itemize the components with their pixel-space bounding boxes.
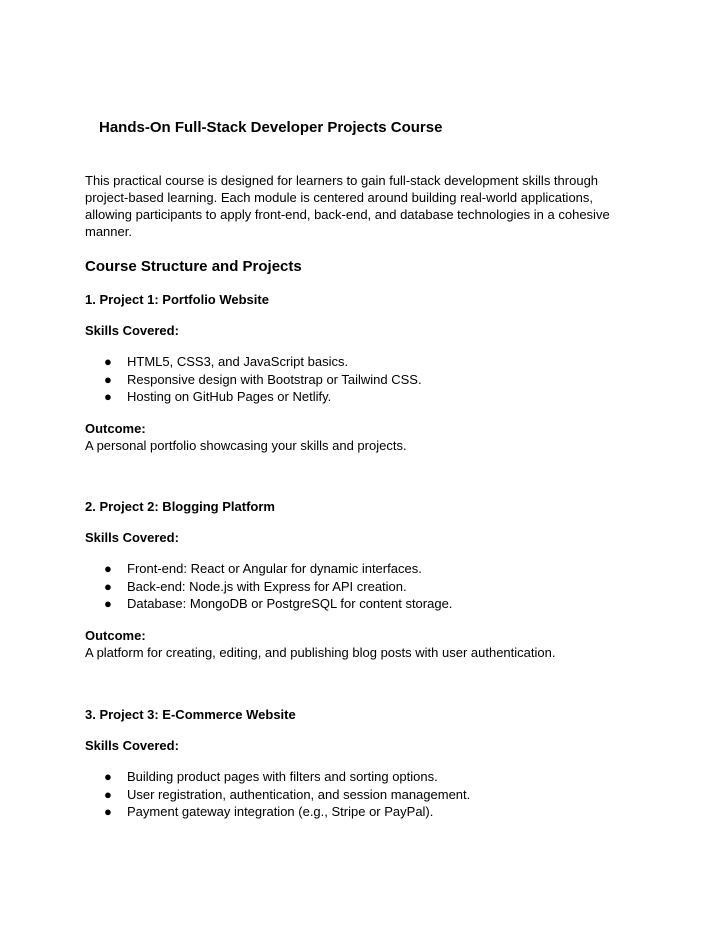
skills-label: Skills Covered:: [85, 530, 179, 545]
list-item: [85, 578, 645, 596]
project-title: 3. Project 3: E-Commerce Website: [85, 707, 296, 722]
skill-text: Payment gateway integration (e.g., Stripe or PayPal).: [127, 804, 434, 819]
document-title: Hands-On Full-Stack Developer Projects Course: [99, 119, 443, 136]
skill-text: Hosting on GitHub Pages or Netlify.: [127, 389, 332, 404]
skill-text: User registration, authentication, and session management.: [127, 786, 471, 802]
outcome-text: A platform for creating, editing, and publishing blog posts with user authentication.: [85, 644, 556, 660]
outcome-text: A personal portfolio showcasing your skills and projects.: [85, 437, 407, 453]
bullet-icon: ●: [104, 596, 112, 611]
list-item: [85, 560, 645, 578]
skill-text: Database: MongoDB or PostgreSQL for content storage.: [127, 596, 453, 611]
bullet-icon: ●: [104, 786, 112, 802]
list-item: [85, 595, 645, 613]
skills-label: Skills Covered:: [85, 323, 179, 338]
bullet-icon: ●: [104, 578, 112, 594]
bullet-icon: ●: [104, 561, 112, 576]
list-item: [85, 768, 645, 786]
section-heading: Course Structure and Projects: [85, 258, 302, 275]
skill-list: [85, 560, 645, 613]
skills-label: Skills Covered:: [85, 738, 179, 753]
project-3: [85, 706, 645, 821]
intro-paragraph: This practical course is designed for learners to gain full-stack development skills through project-based learning. Each module is centered around building real-world applications, allowing participants to apply front-end, back-end, and database technologies in a cohesive manner.: [85, 173, 610, 239]
list-item: [85, 353, 645, 371]
project-1: [85, 291, 645, 454]
skill-text: Back-end: Node.js with Express for API creation.: [127, 578, 407, 594]
list-item: [85, 371, 645, 389]
list-item: [85, 803, 645, 821]
skill-list: [85, 768, 645, 821]
bullet-icon: ●: [104, 354, 112, 369]
bullet-icon: ●: [104, 371, 112, 387]
outcome-label: Outcome:: [85, 420, 146, 436]
project-title: 1. Project 1: Portfolio Website: [85, 292, 269, 307]
project-2: [85, 498, 645, 661]
list-item: [85, 388, 645, 406]
outcome-label: Outcome:: [85, 627, 146, 643]
skill-text: Responsive design with Bootstrap or Tailwind CSS.: [127, 371, 422, 387]
project-title: 2. Project 2: Blogging Platform: [85, 499, 275, 514]
list-item: [85, 786, 645, 804]
skill-text: Building product pages with filters and sorting options.: [127, 769, 438, 784]
skill-text: HTML5, CSS3, and JavaScript basics.: [127, 354, 349, 369]
bullet-icon: ●: [104, 769, 112, 784]
skill-text: Front-end: React or Angular for dynamic interfaces.: [127, 561, 422, 576]
bullet-icon: ●: [104, 389, 112, 404]
skill-list: [85, 353, 645, 406]
bullet-icon: ●: [104, 804, 112, 819]
